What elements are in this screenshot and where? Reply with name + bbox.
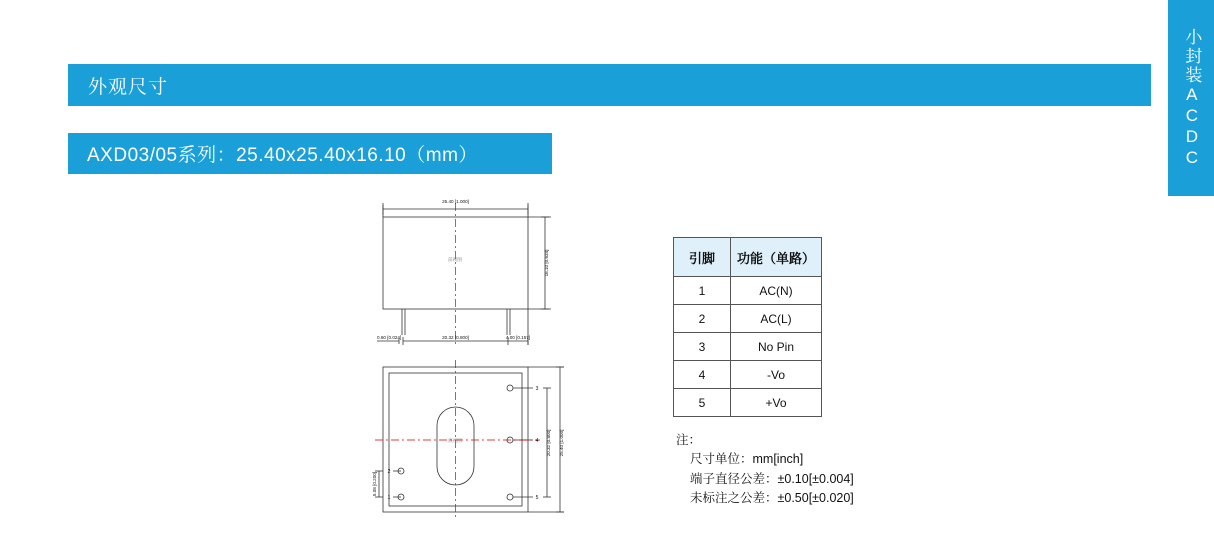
table-header-function: 功能（单路） — [731, 238, 822, 277]
dim-pin-dia: 0.60 [0.024] — [377, 335, 402, 340]
dim-right-height: 16.10 [0.634] — [544, 249, 549, 277]
cell-pin: 3 — [674, 333, 731, 361]
table-row — [674, 361, 822, 389]
dim-bottom-inner-height: 20.32 [0.800] — [546, 429, 551, 457]
cell-function: +Vo — [731, 389, 822, 417]
dim-pin-span: 20.32 [0.800] — [442, 335, 469, 340]
notes-title: 注： — [676, 433, 702, 447]
bottom-pin-5 — [507, 494, 513, 500]
front-view-label: 前视图 — [448, 257, 462, 262]
table-header-pin: 引脚 — [674, 238, 731, 277]
side-tab-label: 小封装ACDC — [1182, 27, 1202, 169]
cell-pin: 5 — [674, 389, 731, 417]
pin-callout-1: 1 — [387, 495, 391, 501]
table-row — [674, 277, 822, 305]
cell-pin: 2 — [674, 305, 731, 333]
cell-function: AC(L) — [731, 305, 822, 333]
pin-callout-2: 2 — [387, 469, 391, 475]
bottom-pin-3 — [507, 385, 513, 391]
cell-function: AC(N) — [731, 277, 822, 305]
notes-block — [676, 431, 854, 509]
pin-callout-5: 5 — [535, 495, 539, 501]
table-row — [674, 389, 822, 417]
section-title: 外观尺寸 — [88, 76, 169, 98]
subsection-header — [68, 133, 552, 174]
dim-bottom-outer-height: 25.40 [1.000] — [559, 429, 564, 457]
table-header-row — [674, 238, 822, 277]
table-row — [674, 333, 822, 361]
cell-pin: 4 — [674, 361, 731, 389]
pin-function-table — [673, 237, 822, 417]
dimension-drawing — [355, 195, 585, 535]
drawing-svg — [355, 195, 585, 535]
pin-callout-4: 4 — [535, 438, 539, 444]
cell-function: No Pin — [731, 333, 822, 361]
dim-pin-offset: 4.00 [0.157] — [505, 335, 531, 340]
pin-callout-3: 3 — [535, 386, 539, 392]
notes-line-3: 未标注之公差：±0.50[±0.020] — [690, 491, 854, 506]
bottom-view-label: 底视图 — [448, 438, 462, 443]
side-tab — [1168, 0, 1214, 196]
subsection-title: AXD03/05系列：25.40x25.40x16.10（mm） — [87, 145, 478, 166]
notes-line-2: 端子直径公差：±0.10[±0.004] — [690, 471, 854, 486]
cell-function: -Vo — [731, 361, 822, 389]
cell-pin: 1 — [674, 277, 731, 305]
section-header — [68, 64, 1151, 106]
table-row — [674, 305, 822, 333]
dim-top-width: 25.40 [1.000] — [442, 199, 469, 204]
notes-line-1: 尺寸单位：mm[inch] — [690, 452, 804, 467]
dim-left-pin-pitch: 5.08 [0.200] — [372, 471, 377, 497]
